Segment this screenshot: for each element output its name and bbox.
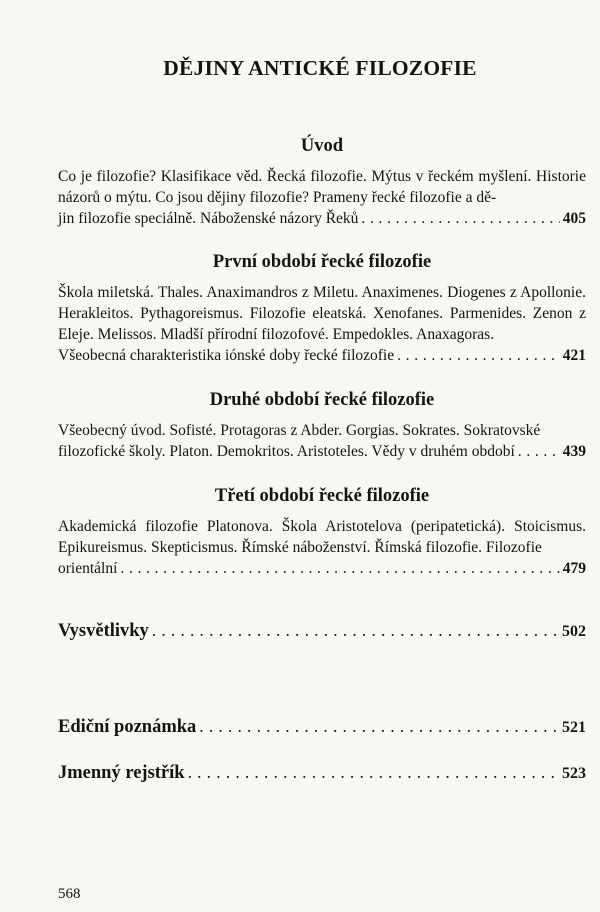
section-text: Co je filozofie? Klasifikace věd. Řecká filozofie. Mýtus v řeckém myšlení. Historie názorů o mýtu. Co jsou dějiny filozofie? Prameny řecké filozofie a dě- <box>58 168 586 206</box>
toc-line[interactable] <box>58 441 586 462</box>
entry-label: Vysvětlivky <box>58 621 149 641</box>
toc-entry-edicni-poznamka[interactable] <box>58 716 586 738</box>
toc-section-treti-obdobi <box>58 486 586 579</box>
page-number: 568 <box>58 886 81 902</box>
page-ref: 479 <box>562 560 586 577</box>
entry-label: Ediční poznámka <box>58 717 197 737</box>
page-ref: 405 <box>562 210 586 227</box>
page-ref: 439 <box>562 443 586 460</box>
toc-section-druhe-obdobi <box>58 390 586 462</box>
page-ref: 521 <box>562 719 586 736</box>
section-text: Škola miletská. Thales. Anaximandros z Miletu. Anaximenes. Diogenes z Apollonie. Herakleitos. Pythagoreismus. Filozofie eleatská. Xenofanes. Parmenides. Zenon z Eleje. Melissos. Mladší přírodní filozofové. Empedokles. Anaxagoras. <box>58 284 586 343</box>
page-ref: 502 <box>562 623 586 640</box>
toc-line-text: orientální <box>58 560 118 577</box>
toc-entry-vysvetlivky[interactable] <box>58 620 586 642</box>
leader-dots <box>188 762 559 783</box>
leader-dots <box>199 716 559 737</box>
toc-line[interactable] <box>58 558 586 579</box>
section-heading: Druhé období řecké filozofie <box>209 390 435 410</box>
toc-section-prvni-obdobi <box>58 252 586 366</box>
leader-dots <box>152 620 559 641</box>
toc-line-text: jin filozofie speciálně. Náboženské názory Řeků <box>58 210 359 227</box>
leader-dots <box>397 345 560 366</box>
toc-line-text: Všeobecná charakteristika iónské doby řecké filozofie <box>58 347 395 364</box>
page-ref: 421 <box>562 347 586 364</box>
page-ref: 523 <box>562 765 586 782</box>
toc-line[interactable] <box>58 345 586 366</box>
leader-dots <box>518 441 560 462</box>
entry-label: Jmenný rejstřík <box>58 763 185 783</box>
section-text: Všeobecný úvod. Sofisté. Protagoras z Abder. Gorgias. Sokrates. Sokratovské <box>58 422 541 439</box>
leader-dots <box>120 558 559 579</box>
toc-section-uvod <box>58 136 586 229</box>
section-heading: Úvod <box>300 136 344 156</box>
leader-dots <box>361 208 559 229</box>
section-text: Akademická filozofie Platonova. Škola Aristotelova (peripatetická). Stoicismus. Epikureismus. Skepticismus. Římské náboženství. Římská filozofie. Filozofie <box>58 518 586 556</box>
section-heading: Třetí období řecké filozofie <box>214 486 430 506</box>
page-title: DĚJINY ANTICKÉ FILOZOFIE <box>163 56 477 80</box>
toc-line[interactable] <box>58 208 586 229</box>
section-heading: První období řecké filozofie <box>212 252 432 272</box>
toc-line-text: filozofické školy. Platon. Demokritos. Aristoteles. Vědy v druhém období <box>58 443 515 460</box>
toc-entry-jmenny-rejstrik[interactable] <box>58 762 586 784</box>
